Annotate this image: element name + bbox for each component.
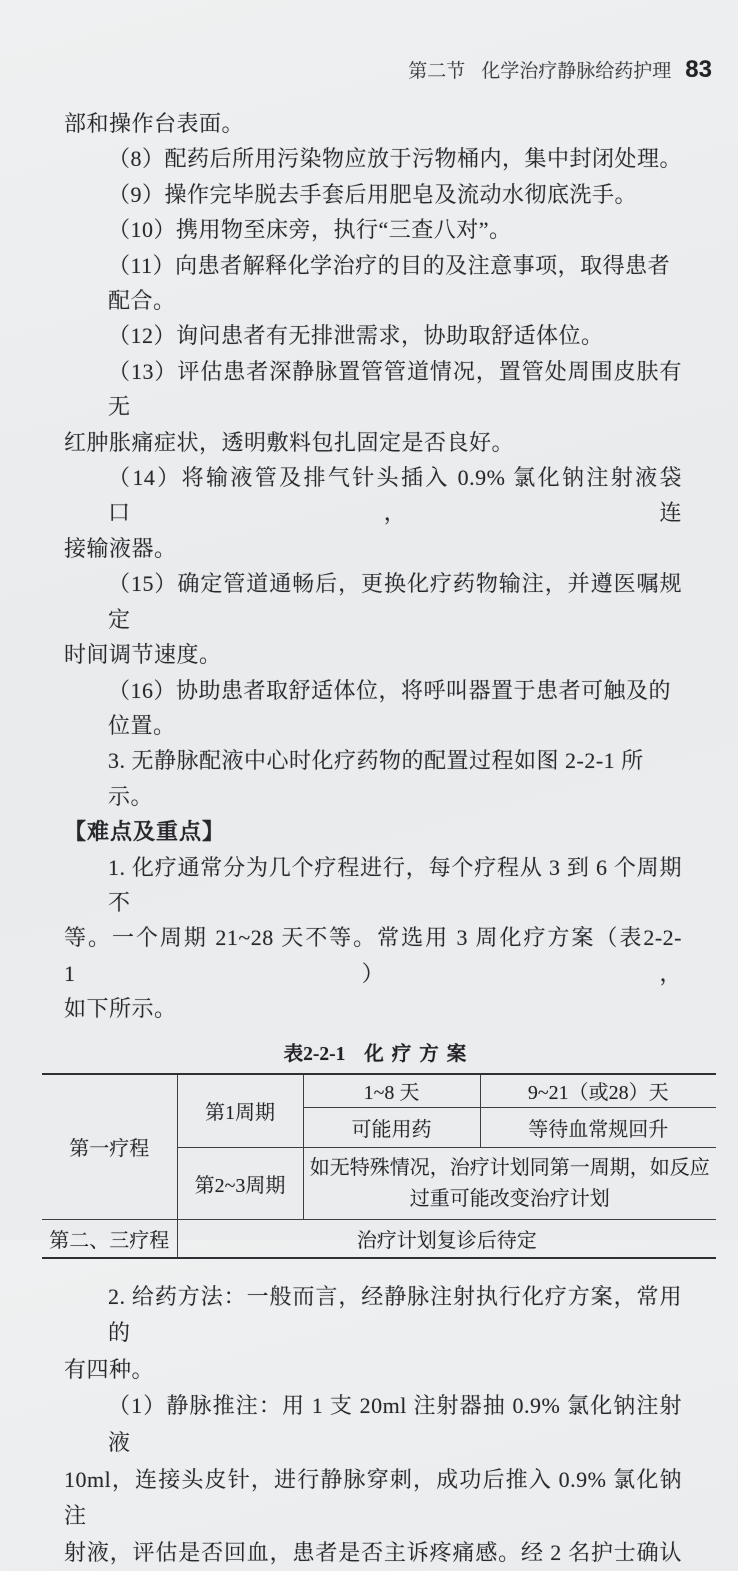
chemo-plan-table bbox=[42, 1073, 716, 1259]
body-line: 部和操作台表面。 bbox=[64, 111, 245, 136]
cell-course-2-3-plan: 治疗计划复诊后待定 bbox=[177, 1220, 716, 1258]
table-caption-label: 表2-2-1 bbox=[283, 1043, 346, 1065]
section-heading: 【难点及重点】 bbox=[64, 819, 226, 845]
body-line: 3. 无静脉配液中心时化疗药物的配置过程如图 2-2-1 所示。 bbox=[108, 748, 644, 809]
body-line: （1）静脉推注：用 1 支 20ml 注射器抽 0.9% 氯化钠注射液 bbox=[108, 1393, 682, 1455]
cell-course-1: 第一疗程 bbox=[42, 1074, 177, 1220]
body-line: （15）确定管道通畅后，更换化疗药物输注，并遵医嘱规定 bbox=[108, 571, 682, 632]
body-line: 射液，评估是否回血，患者是否主诉疼痛感。经 2 名护士确认 bbox=[64, 1539, 682, 1565]
cell-days-phase1: 1~8 天 bbox=[303, 1074, 480, 1108]
body-line: 如下所示。 bbox=[64, 996, 177, 1022]
body-line: 2. 给药方法：一般而言，经静脉注射执行化疗方案，常用的 bbox=[108, 1283, 682, 1346]
running-head bbox=[408, 56, 712, 84]
body-line: 10ml，连接头皮针，进行静脉穿刺，成功后推入 0.9% 氯化钠注 bbox=[64, 1466, 682, 1529]
body-line: （9）操作完毕脱去手套后用肥皂及流动水彻底洗手。 bbox=[108, 181, 638, 207]
body-line: （16）协助患者取舒适体位，将呼叫器置于患者可触及的位置。 bbox=[108, 677, 672, 738]
table-row bbox=[42, 1074, 716, 1108]
cell-cycle-1: 第1周期 bbox=[177, 1074, 303, 1148]
body-line: （13）评估患者深静脉置管管道情况，置管处周围皮肤有无 bbox=[108, 358, 682, 420]
body-line: （8）配药后所用污染物应放于污物桶内，集中封闭处理。 bbox=[108, 146, 683, 172]
table-caption-title: 化疗方案 bbox=[364, 1043, 475, 1065]
cell-action-phase2: 等待血常规回升 bbox=[480, 1108, 716, 1148]
body-line: （10）携用物至床旁，执行“三查八对”。 bbox=[108, 217, 512, 243]
cell-cycle-2-3-plan: 如无特殊情况，治疗计划同第一周期，如反应过重可能改变治疗计划 bbox=[303, 1148, 716, 1220]
body-line: 红肿胀痛症状，透明敷料包扎固定是否良好。 bbox=[64, 429, 515, 455]
body-line: 有四种。 bbox=[64, 1356, 155, 1382]
table-row bbox=[42, 1220, 716, 1258]
cell-action-phase1: 可能用药 bbox=[303, 1108, 480, 1148]
body-line: 接输液器。 bbox=[64, 535, 177, 561]
body-line: （12）询问患者有无排泄需求，协助取舒适体位。 bbox=[108, 323, 604, 349]
chapter-title: 化学治疗静脉给药护理 bbox=[481, 61, 672, 82]
cell-course-2-3: 第二、三疗程 bbox=[42, 1220, 177, 1258]
body-line: 时间调节速度。 bbox=[64, 642, 222, 668]
body-line: 等。一个周期 21~28 天不等。常选用 3 周化疗方案（表2-2-1）， bbox=[64, 925, 682, 986]
table-caption bbox=[42, 1036, 716, 1073]
body-line: 1. 化疗通常分为几个疗程进行，每个疗程从 3 到 6 个周期不 bbox=[108, 854, 682, 915]
body-line: （14）将输液管及排气针头插入 0.9% 氯化钠注射液袋口，连 bbox=[108, 465, 682, 526]
body-line: （11）向患者解释化学治疗的目的及注意事项，取得患者配合。 bbox=[108, 252, 671, 314]
cell-cycle-2-3: 第2~3周期 bbox=[177, 1148, 303, 1220]
page-number: 83 bbox=[685, 56, 712, 83]
bottom-text-block bbox=[64, 1279, 682, 1571]
cell-days-phase2: 9~21（或28）天 bbox=[480, 1074, 716, 1108]
body-text-block bbox=[49, 106, 710, 1571]
section-label: 第二节 bbox=[408, 61, 466, 82]
